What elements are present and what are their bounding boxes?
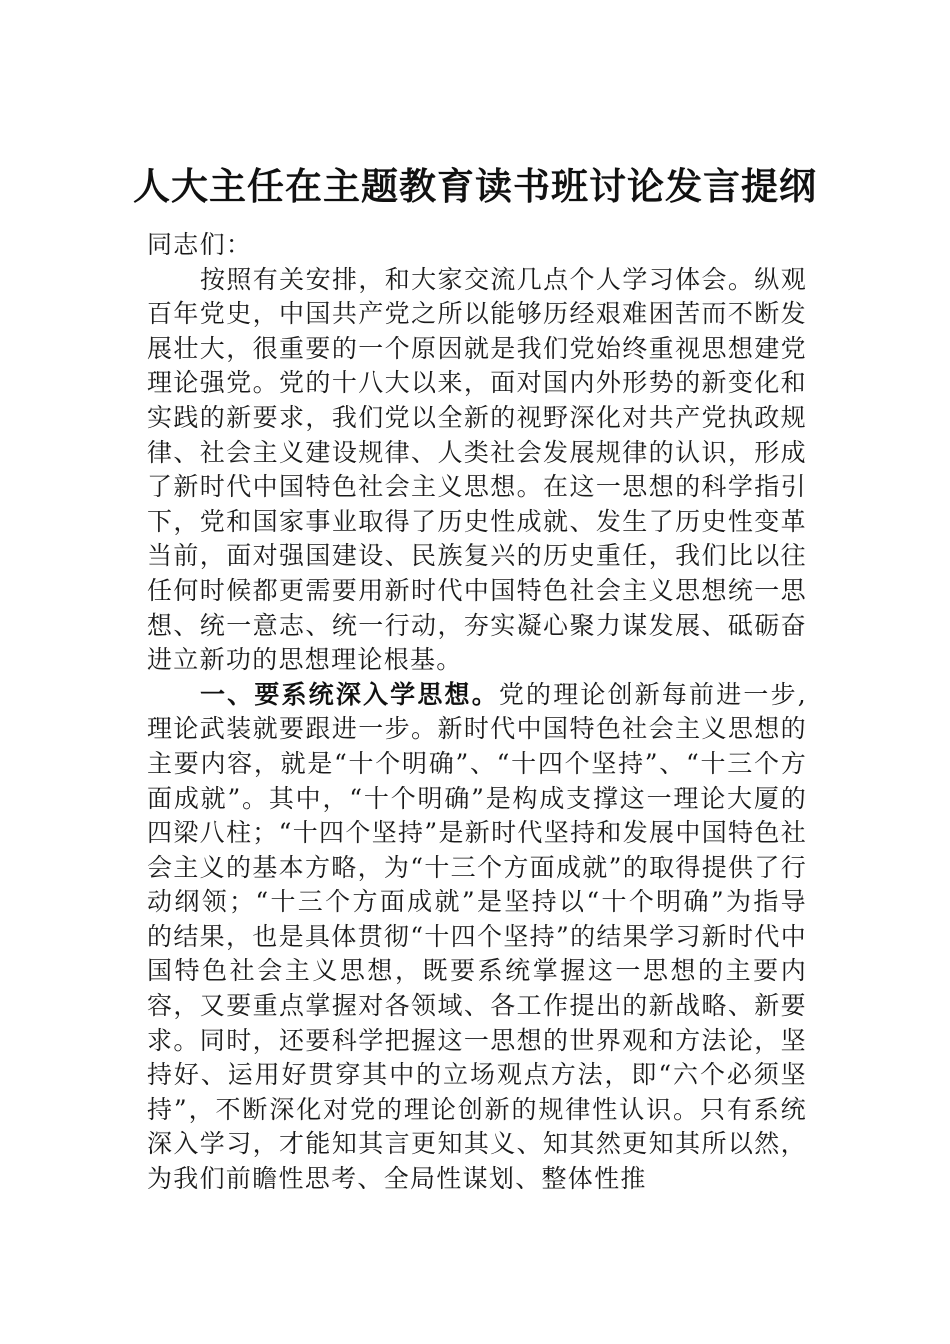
intro-paragraph <box>147 263 807 678</box>
document-body <box>147 228 807 1197</box>
intro-paragraph-text: 按照有关安排，和大家交流几点个人学习体会。纵观百年党史，中国共产党之所以能够历经艰难困苦而不断发展壮大，很重要的一个原因就是我们党始终重视思想建党理论强党。党的十八大以来，面对国内外形势的新变化和实践的新要求，我们党以全新的视野深化对共产党执政规律、社会主义建设规律、人类社会发展规律的认识，形成了新时代中国特色社会主义思想。在这一思想的科学指引下，党和国家事业取得了历史性成就、发生了历史性变革当前，面对强国建设、民族复兴的历史重任，我们比以往任何时候都更需要用新时代中国特色社会主义思想统一思想、统一意志、统一行动，夯实凝心聚力谋发展、砥砺奋进立新功的思想理论根基。 <box>147 264 807 675</box>
section-one-text: 党的理论创新每前进一步,理论武装就要跟进一步。新时代中国特色社会主义思想的主要内容，就是“十个明确”、“十四个坚持”、“十三个方面成就”。其中，“十个明确”是构成支撑这一理论大厦的四梁八柱；“十四个坚持”是新时代坚持和发展中国特色社会主义的基本方略，为“十三个方面成就”的取得提供了行动纲领；“十三个方面成就”是坚持以“十个明确”为指导的结果，也是具体贯彻“十四个坚持”的结果学习新时代中国特色社会主义思想，既要系统掌握这一思想的主要内容，又要重点掌握对各领域、各工作提出的新战略、新要求。同时，还要科学把握这一思想的世界观和方法论，坚持好、运用好贯穿其中的立场观点方法，即“六个必须坚持”，不断深化对党的理论创新的规律性认识。只有系统深入学习，才能知其言更知其义、知其然更知其所以然，为我们前瞻性思考、全局性谋划、整体性推 <box>147 679 807 1194</box>
salutation: 同志们： <box>147 230 253 259</box>
section-one-paragraph <box>147 678 807 1197</box>
document-title: 人大主任在主题教育读书班讨论发言提纲 <box>133 164 817 208</box>
section-one-heading: 一、要系统深入学思想。 <box>200 679 499 709</box>
